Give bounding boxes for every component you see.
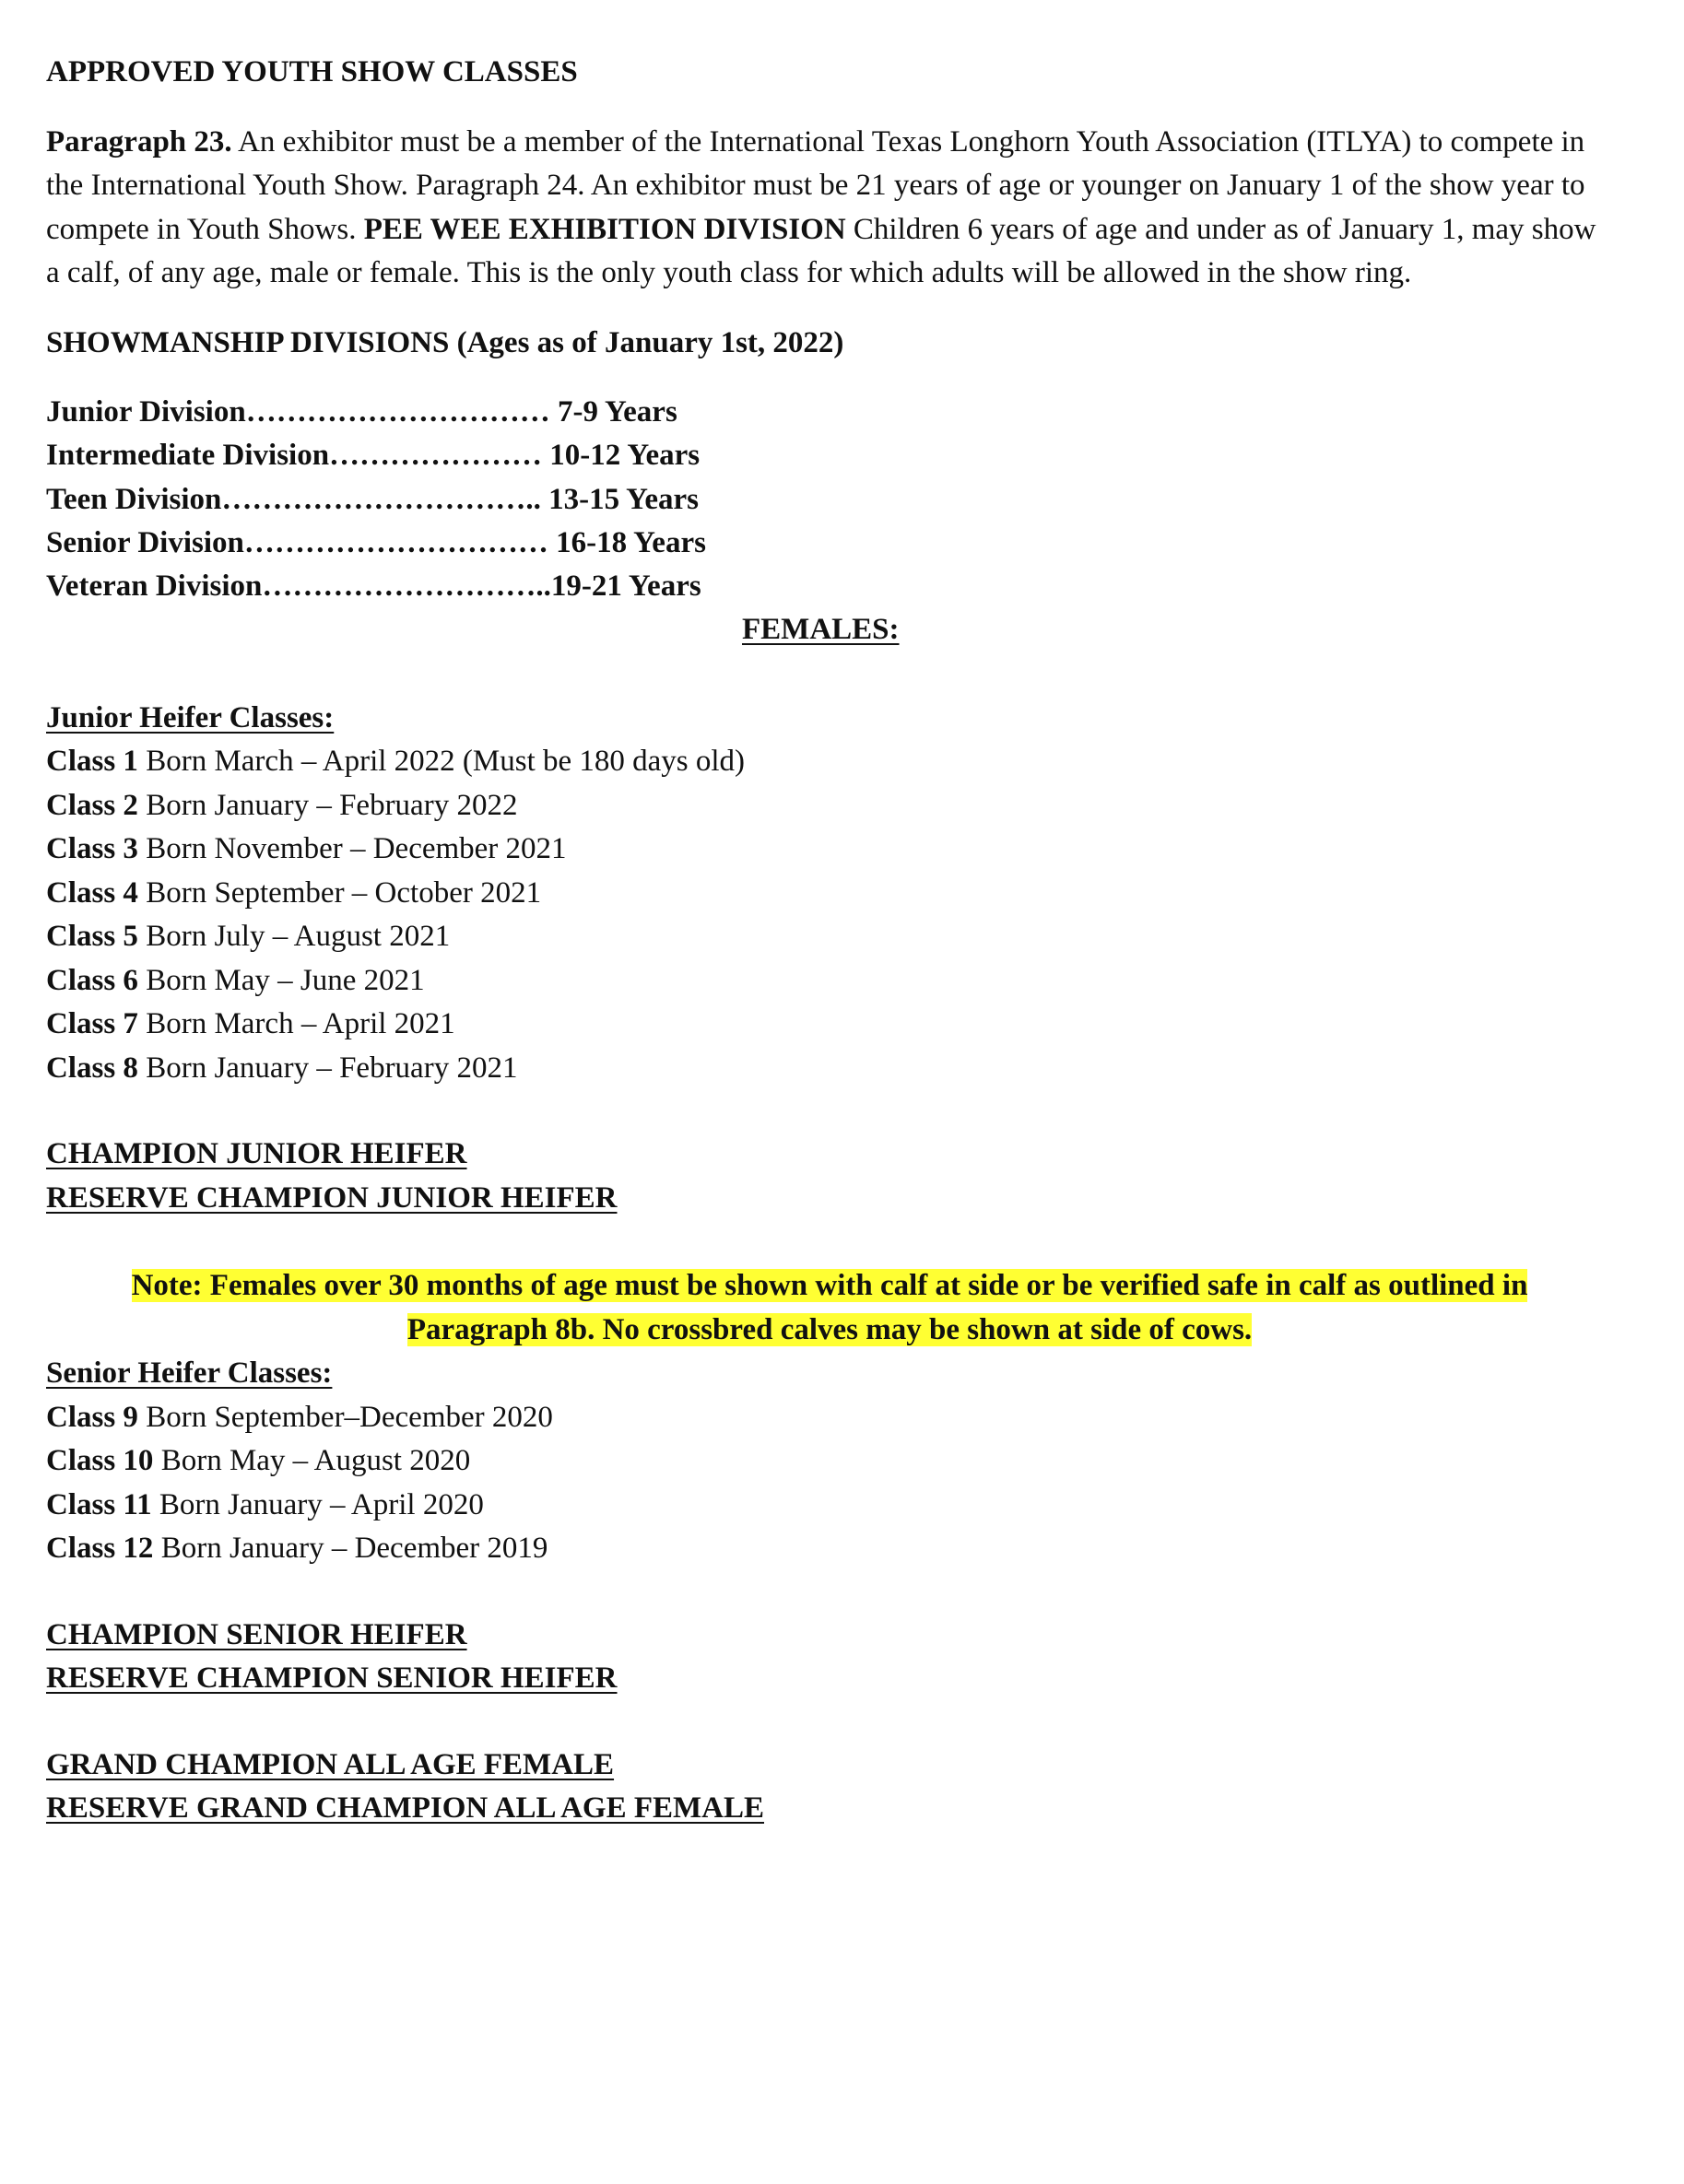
- reserve-champion-junior-heifer: RESERVE CHAMPION JUNIOR HEIFER: [46, 1180, 618, 1215]
- grand-champion-block: [46, 1744, 1613, 1831]
- class-text: Born March – April 2022 (Must be 180 days old): [137, 745, 746, 779]
- junior-heifer-section: [46, 697, 1613, 1091]
- class-label: Class 10: [46, 1444, 154, 1478]
- division-row-senior: Senior Division………………………… 16-18 Years: [46, 525, 706, 559]
- class-text: Born September – October 2021: [137, 875, 542, 910]
- class-row: [46, 872, 1613, 916]
- class-label: Class 7: [46, 1007, 138, 1041]
- class-label: Class 12: [46, 1532, 154, 1566]
- class-text: Born March – April 2021: [137, 1007, 455, 1041]
- page-title: APPROVED YOUTH SHOW CLASSES: [46, 55, 578, 88]
- class-row: [46, 828, 1613, 872]
- class-label: Class 9: [46, 1400, 138, 1434]
- champion-senior-heifer: CHAMPION SENIOR HEIFER: [46, 1617, 467, 1651]
- class-row: [46, 1047, 1613, 1091]
- class-label: Class 4: [46, 875, 138, 910]
- showmanship-heading: SHOWMANSHIP DIVISIONS (Ages as of January 1st, 2022): [46, 325, 844, 359]
- class-row: [46, 1003, 1613, 1047]
- class-row: [46, 959, 1613, 1004]
- class-row: [46, 784, 1613, 828]
- class-text: Born May – June 2021: [137, 963, 425, 997]
- grand-champion-female: GRAND CHAMPION ALL AGE FEMALE: [46, 1747, 615, 1781]
- class-label: Class 2: [46, 788, 138, 822]
- junior-heifer-heading: Junior Heifer Classes:: [46, 700, 335, 734]
- reserve-grand-champion-female: RESERVE GRAND CHAMPION ALL AGE FEMALE: [46, 1791, 765, 1826]
- class-row: [46, 1439, 1613, 1484]
- division-row-veteran: Veteran Division………………………..19-21 Years: [46, 569, 701, 604]
- showmanship-division-list: [46, 391, 1613, 652]
- junior-champion-block: [46, 1133, 1613, 1220]
- reserve-champion-senior-heifer: RESERVE CHAMPION SENIOR HEIFER: [46, 1661, 618, 1696]
- class-label: Class 11: [46, 1487, 152, 1521]
- division-row-junior: Junior Division………………………… 7-9 Years: [46, 395, 677, 429]
- class-text: Born January – April 2020: [151, 1487, 484, 1521]
- class-row: [46, 915, 1613, 959]
- class-text: Born January – December 2019: [153, 1532, 548, 1566]
- class-text: Born May – August 2020: [153, 1444, 471, 1478]
- class-label: Class 1: [46, 745, 138, 779]
- senior-heifer-section: [46, 1352, 1613, 1571]
- class-row: [46, 1484, 1613, 1528]
- senior-champion-block: [46, 1614, 1613, 1701]
- class-text: Born November – December 2021: [137, 832, 567, 866]
- champion-junior-heifer: CHAMPION JUNIOR HEIFER: [46, 1137, 467, 1171]
- class-label: Class 5: [46, 920, 138, 954]
- note-highlight-line-1: Note: Females over 30 months of age must be shown with calf at side or be verified safe in calf as outlined in: [131, 1269, 1528, 1303]
- intro-paragraph: [46, 121, 1613, 296]
- class-text: Born July – August 2021: [137, 920, 451, 954]
- senior-heifer-heading: Senior Heifer Classes:: [46, 1356, 333, 1391]
- class-label: Class 6: [46, 963, 138, 997]
- note-block: [46, 1264, 1613, 1352]
- class-text: Born September–December 2020: [137, 1400, 553, 1434]
- note-highlight-line-2: Paragraph 8b. No crossbred calves may be shown at side of cows.: [406, 1312, 1253, 1346]
- division-row-teen: Teen Division………………………….. 13-15 Years: [46, 482, 699, 516]
- class-row: [46, 1396, 1613, 1440]
- class-text: Born January – February 2022: [137, 788, 518, 822]
- peewee-label: PEE WEE EXHIBITION DIVISION: [363, 212, 846, 246]
- class-row: [46, 1527, 1613, 1571]
- class-row: [46, 740, 1613, 784]
- document-page: [46, 51, 1613, 1831]
- peewee-text: Children 6 years of age and under as of January 1, may show a calf, of any age, male or female. This is the only youth class for which adults will be allowed in the show ring.: [46, 212, 1596, 289]
- paragraph-23-label: Paragraph 23.: [46, 124, 232, 159]
- class-label: Class 3: [46, 832, 138, 866]
- class-label: Class 8: [46, 1051, 138, 1085]
- division-row-intermediate: Intermediate Division………………… 10-12 Years: [46, 439, 701, 473]
- females-heading: FEMALES:: [742, 613, 900, 647]
- class-text: Born January – February 2021: [137, 1051, 518, 1085]
- paragraph-23-text: An exhibitor must be a member of the International Texas Longhorn Youth Association (ITLYA) to compete in the International Youth Show. Paragraph 24. An exhibitor must be 21 years of age or younger on January 1 of the show year to compete in Youth Shows.: [46, 124, 1585, 246]
